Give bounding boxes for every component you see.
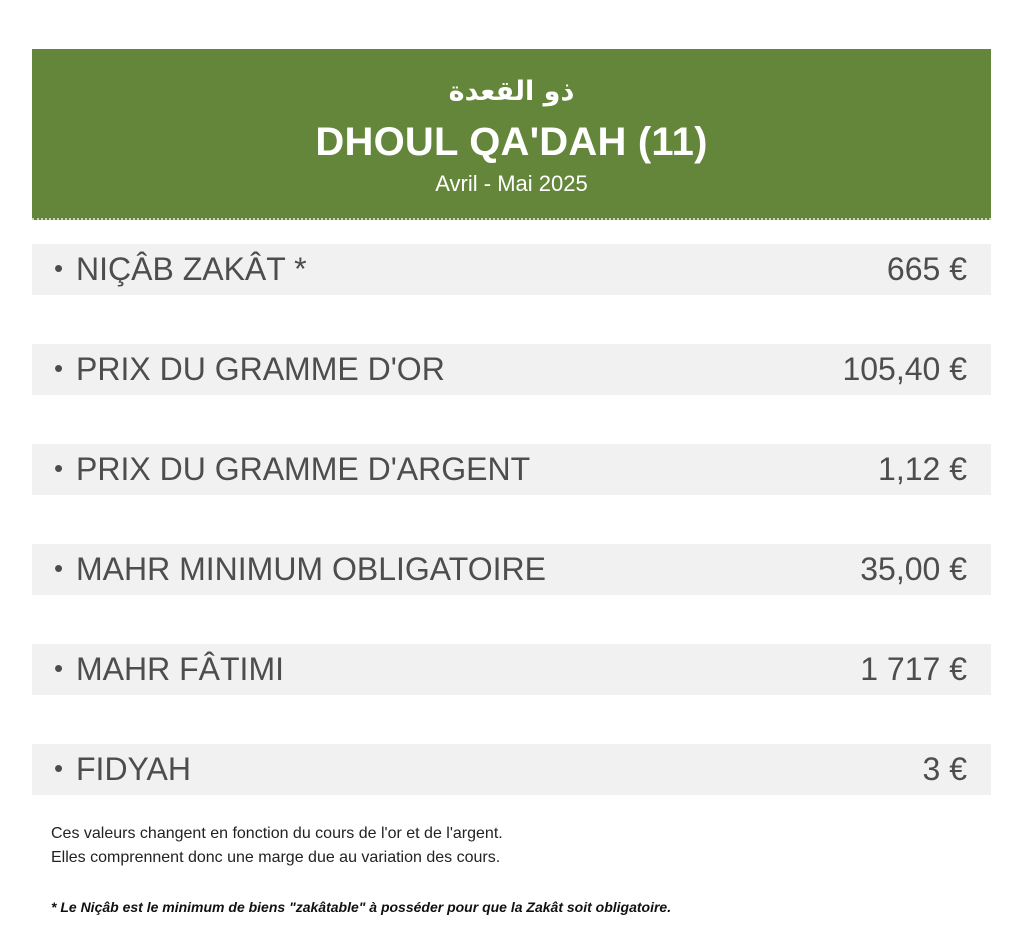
- row-label: [32, 651, 284, 688]
- bullet: •: [54, 653, 64, 683]
- row-value: 665 €: [886, 251, 967, 287]
- row-nicab-zakat: [32, 244, 991, 295]
- values-list: [32, 244, 991, 795]
- month-header: [32, 49, 991, 220]
- month-period: Avril - Mai 2025: [435, 171, 588, 196]
- row-silver-price: [32, 444, 991, 495]
- label-text: PRIX DU GRAMME D'ARGENT: [76, 451, 531, 487]
- rates-note-line-2: Elles comprennent donc une marge due au variation des cours.: [51, 849, 501, 866]
- row-label: [32, 751, 191, 788]
- rates-note: [51, 822, 503, 870]
- label-text: PRIX DU GRAMME D'OR: [76, 351, 445, 387]
- label-text: NIÇÂB ZAKÂT *: [76, 251, 307, 287]
- row-label: [32, 451, 530, 488]
- nicab-footnote: * Le Niçâb est le minimum de biens "zakâtable" à posséder pour que la Zakât soit obligatoire.: [51, 899, 672, 915]
- row-label: [32, 551, 546, 588]
- arabic-month-title: ذو القعدة: [448, 76, 575, 107]
- label-text: FIDYAH: [76, 751, 191, 787]
- row-value: 35,00 €: [860, 551, 967, 587]
- row-value: 105,40 €: [842, 351, 967, 387]
- bullet: •: [54, 253, 64, 283]
- bullet: •: [54, 353, 64, 383]
- bullet: •: [54, 753, 64, 783]
- rates-note-line-1: Ces valeurs changent en fonction du cours de l'or et de l'argent.: [51, 825, 503, 842]
- row-mahr-fatimi: [32, 644, 991, 695]
- row-mahr-minimum: [32, 544, 991, 595]
- row-label: [32, 351, 445, 388]
- row-value: 1,12 €: [878, 451, 967, 487]
- label-text: MAHR FÂTIMI: [76, 651, 284, 687]
- bullet: •: [54, 453, 64, 483]
- row-gold-price: [32, 344, 991, 395]
- row-value: 1 717 €: [860, 651, 967, 687]
- month-title: DHOUL QA'DAH (11): [315, 120, 708, 164]
- bullet: •: [54, 553, 64, 583]
- row-value: 3 €: [922, 751, 967, 787]
- label-text: MAHR MINIMUM OBLIGATOIRE: [76, 551, 546, 587]
- row-fidyah: [32, 744, 991, 795]
- row-label: [32, 251, 307, 288]
